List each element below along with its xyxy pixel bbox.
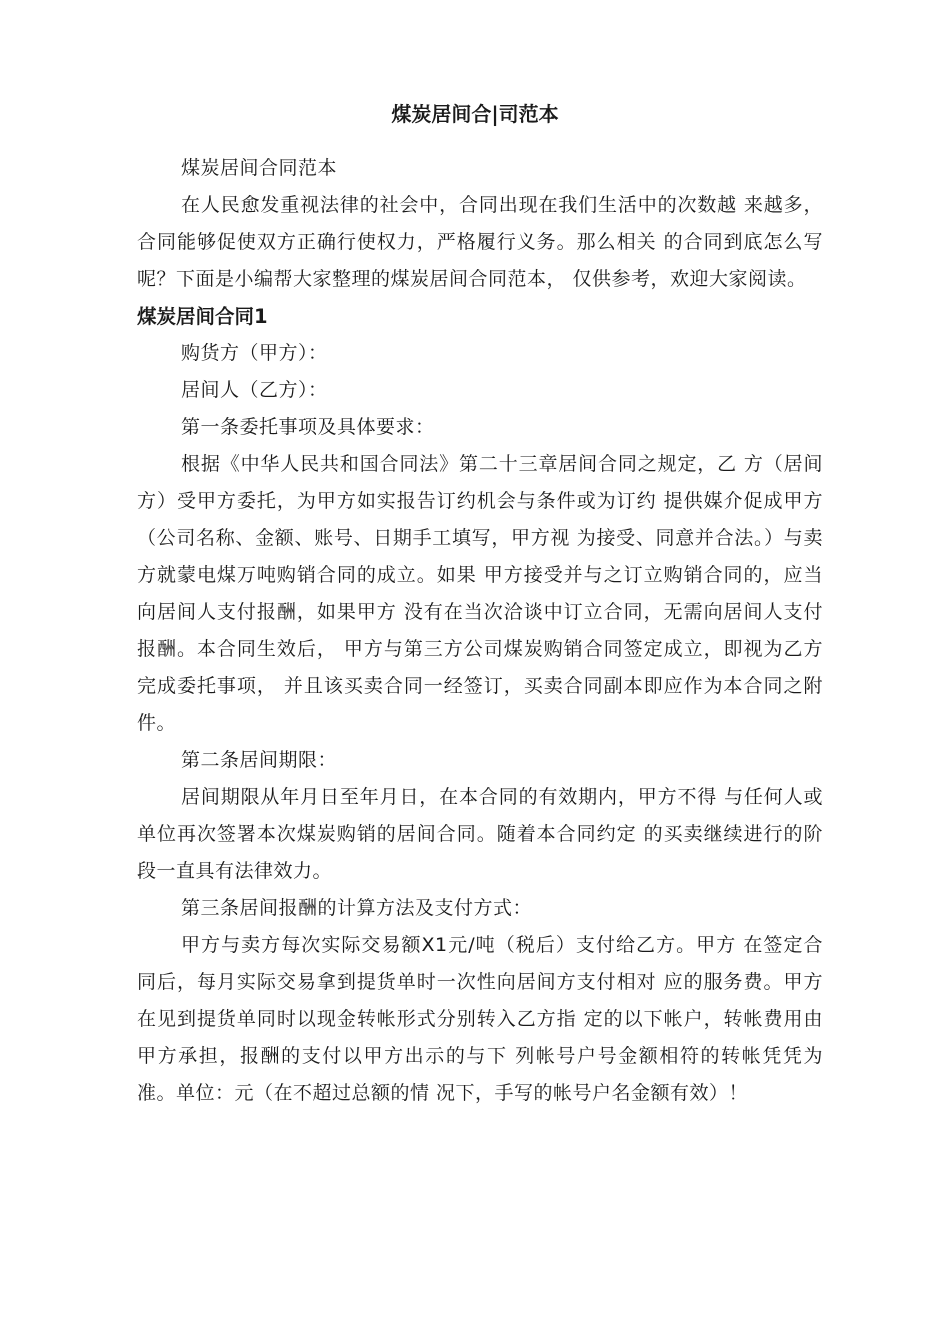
article2-body: 居间期限从年月日至年月日，在本合同的有效期内，甲方不得 与任何人或单位再次签署本次煤炭购销的居间合同。随着本合同约定 的买卖继续进行的阶段一直具有法律效力。 [137,786,823,882]
subtitle-paragraph: 煤炭居间合同范本 [181,157,338,179]
article2-title: 第二条居间期限： [181,749,338,771]
article3-title: 第三条居间报酬的计算方法及支付方式： [181,897,533,919]
document-title: 煤炭居间合|司范本 [391,102,559,126]
article1-title: 第一条委托事项及具体要求： [181,416,435,438]
article1-body: 根据《中华人民共和国合同法》第二十三章居间合同之规定，乙 方（居间方）受甲方委托，为甲方如实报告订约机会与条件或为订约 提供媒介促成甲方（公司名称、金额、账号、日期手工填写，甲方视 为接受、同意并合法。）与卖方就蒙电煤万吨购销合同的成立。如果 甲方接受并与之订立购销合同的，应当向居间人支付报酬，如果甲方 没有在当次洽谈中订立合同，无需向居间人支付报酬。本合同生效后， 甲方与第三方公司煤炭购销合同签定成立，即视为乙方完成委托事项， 并且该买卖合同一经签订，买卖合同副本即应作为本合同之附件。 [137,453,823,734]
document-body [137,150,823,1112]
article3-body: 甲方与卖方每次实际交易额X1元/吨（税后）支付给乙方。甲方 在签定合同后，每月实际交易拿到提货单时一次性向居间方支付相对 应的服务费。甲方在见到提货单同时以现金转帐形式分别转入乙方指 定的以下帐户，转帐费用由甲方承担，报酬的支付以甲方出示的与下 列帐号户号金额相符的转帐凭凭为准。单位：元（在不超过总额的情 况下，手写的帐号户名金额有效）！ [137,934,823,1104]
intro-paragraph: 在人民愈发重视法律的社会中，合同出现在我们生活中的次数越 来越多，合同能够促使双方正确行使权力，严格履行义务。那么相关 的合同到底怎么写呢？下面是小编帮大家整理的煤炭居间合同范本， 仅供参考，欢迎大家阅读。 [137,194,823,290]
broker-line: 居间人（乙方）： [181,379,328,401]
section-heading: 煤炭居间合同1 [137,305,268,328]
buyer-line: 购货方（甲方）： [181,342,328,364]
